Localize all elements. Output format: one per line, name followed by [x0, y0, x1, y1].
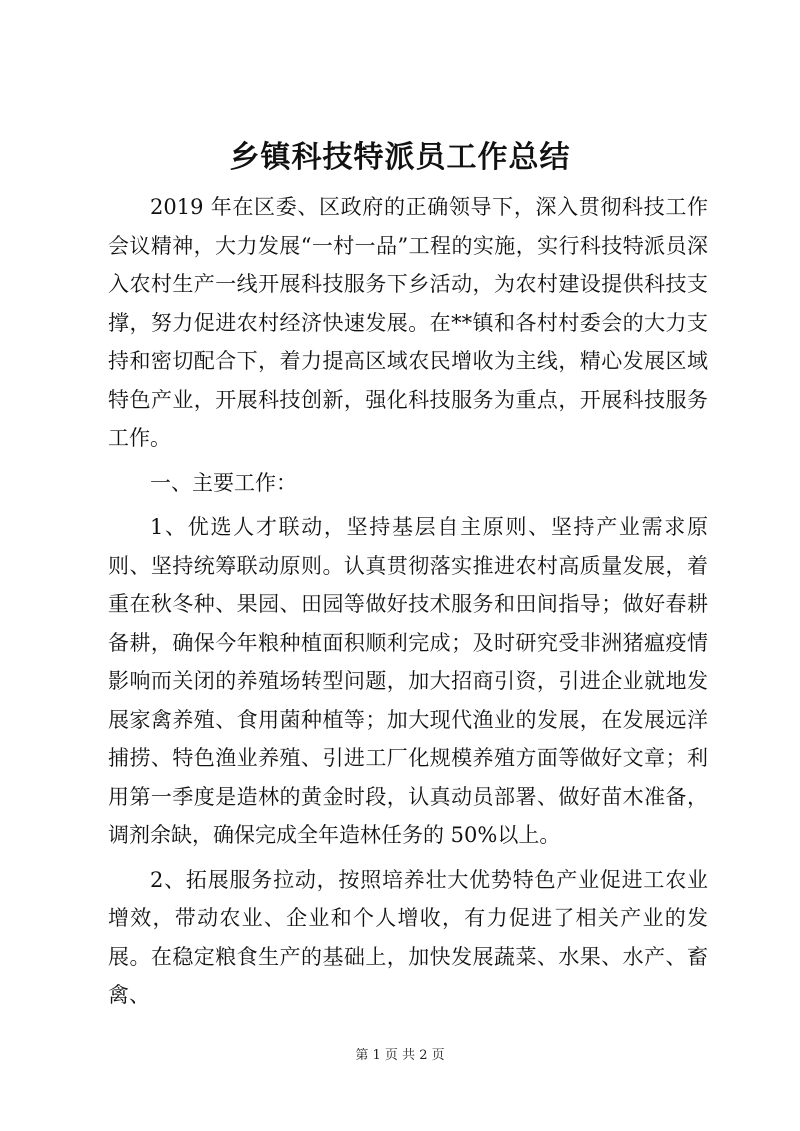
paragraph-intro: 2019 年在区委、区政府的正确领导下，深入贯彻科技工作会议精神，大力发展“一村一品”工程的实施，实行科技特派员深入农村生产一线开展科技服务下乡活动，为农村建设提供科技支撑，努力促进农村经济快速发展。在**镇和各村村委会的大力支持和密切配合下，着力提高区域农民增收为主线，精心发展区域特色产业，开展科技创新，强化科技服务为重点，开展科技服务工作。: [108, 195, 708, 450]
document-title: 乡镇科技特派员工作总结: [229, 140, 571, 175]
page-footer: 第 1 页 共 2 页: [355, 1048, 445, 1063]
paragraph-item-2: 2、拓展服务拉动，按照培养壮大优势特色产业促进工农业增效，带动农业、企业和个人增收，有力促进了相关产业的发展。在稳定粮食生产的基础上，加快发展蔬菜、水果、水产、畜禽、: [108, 867, 708, 1007]
section-heading-main-work: 一、主要工作：: [150, 470, 297, 495]
document-body: [108, 188, 708, 1015]
paragraph-item-1: 1、优选人才联动，坚持基层自主原则、坚持产业需求原则、坚持统筹联动原则。认真贯彻落实推进农村高质量发展，着重在秋冬种、果园、田园等做好技术服务和田间指导；做好春耕备耕，确保今年粮种植面积顺利完成；及时研究受非洲猪瘟疫情影响而关闭的养殖场转型问题，加大招商引资，引进企业就地发展家禽养殖、食用菌种植等；加大现代渔业的发展，在发展远洋捕捞、特色渔业养殖、引进工厂化规模养殖方面等做好文章；利用第一季度是造林的黄金时段，认真动员部署、做好苗木准备，调剂余缺，确保完成全年造林任务的 50%以上。: [108, 515, 708, 847]
